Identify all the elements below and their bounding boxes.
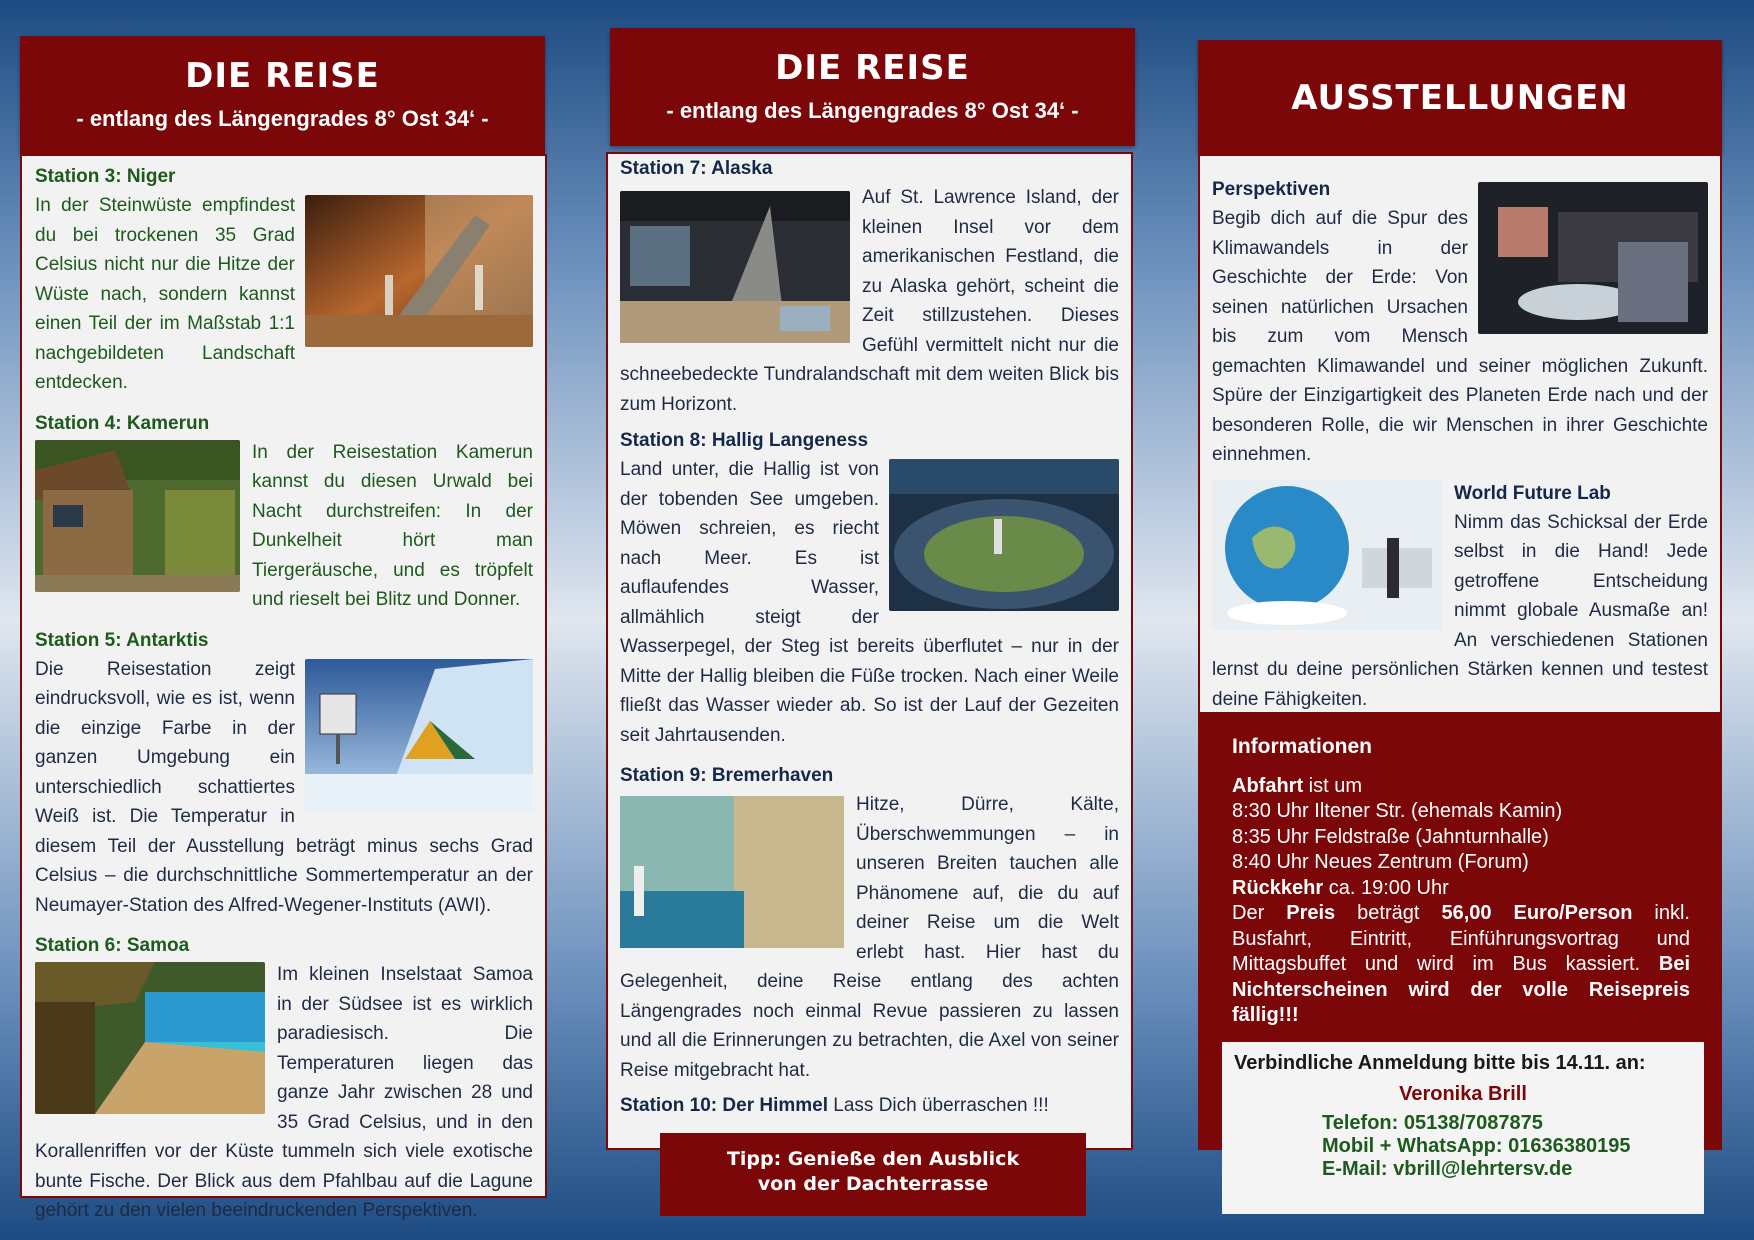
return-line [1232, 876, 1690, 902]
col2-subtitle: - entlang des Längengrades 8° Ost 34‘ - [666, 98, 1079, 123]
station-4-heading: Station 4: Kamerun [35, 412, 210, 434]
alaska-photo [620, 191, 850, 343]
price-value: 56,00 Euro/Person [1441, 902, 1633, 924]
perspektiven-heading: Perspektiven [1212, 179, 1331, 200]
station-7-heading: Station 7: Alaska [620, 158, 773, 179]
info-heading: Informationen [1232, 735, 1372, 758]
station-5-heading: Station 5: Antarktis [35, 629, 209, 651]
col1-panel [20, 154, 547, 1221]
station-3-heading: Station 3: Niger [35, 166, 176, 187]
station-8-text: Land unter, die Hallig ist von der tobenden See umgeben. Möwen schreien, es riecht nach Meer. Es ist auflaufendes Wasser, allmählich steigt der Wasserpegel, der Steg ist bereits überflutet – nur in der Mitte der Hallig bleiben die Füße trocken. Nach einer Weile fließt das Wasser wieder ab. So ist der Lauf der Gezeiten seit Jahrtausenden. [620, 459, 1119, 746]
antarktis-photo [305, 659, 533, 811]
station-8-heading: Station 8: Hallig Langeness [620, 430, 869, 451]
abfahrt-text: ist um [1303, 774, 1363, 797]
col1-banner [20, 36, 545, 154]
station-4-text: In der Reisestation Kamerun kannst du diesen Urwald bei Nacht durchstreifen: In der Dunkelheit hört man Tiergeräusche, und es tröpfelt und rieselt bei Blitz und Donner. [252, 441, 533, 610]
kamerun-photo [35, 440, 240, 592]
samoa-photo [35, 962, 265, 1114]
station-3 [35, 163, 533, 398]
world-future-lab-photo [1212, 480, 1442, 630]
registration-box [1222, 1042, 1704, 1214]
world-future-lab-heading: World Future Lab [1454, 482, 1611, 504]
station-9-heading: Station 9: Bremerhaven [620, 765, 834, 786]
col2-panel [606, 152, 1133, 1150]
station-4 [35, 410, 533, 615]
world-future-lab-text: Nimm das Schicksal der Erde selbst in die Hand! Jede getroffene Entscheidung nimmt globale Ausmaße an! An verschiedenen Stationen lernst du deine persönlichen Stärken kennen und testest deine Fähigkeiten. [1212, 511, 1708, 710]
col1-subtitle: - entlang des Längengrades 8° Ost 34‘ - [76, 106, 489, 131]
world-future-lab-section [1212, 480, 1708, 715]
station-9-text: Hitze, Dürre, Kälte, Überschwemmungen – in unseren Breiten tauchen alle Phänomene auf, die du auf deiner Reise um die Welt erlebt hast. Hier hast du Gelegenheit, deine Reise entlang des achten Längengrades noch einmal Revue passieren zu lassen und all die Erinnerungen zu betrachten, die Axel von seiner Reise mitgebracht hat. [620, 794, 1119, 1081]
departure-2: 8:35 Uhr Feldstraße (Jahnturnhalle) [1232, 825, 1549, 848]
price-label: Preis [1286, 902, 1336, 924]
station-10-text: Lass Dich überraschen !!! [828, 1095, 1049, 1116]
station-5-text: Die Reisestation zeigt eindrucksvoll, wie es ist, wenn die einzige Farbe in der ganzen Umgebung ein unterschiedlich schattiertes Weiß ist. Die Temperatur in diesem Teil der Ausstellung beträgt minus sechs Grad Celsius – die durchschnittliche Sommertemperatur an der Neumayer-Station des Alfred-Wegener-Instituts (AWI). [35, 658, 533, 916]
contact-phone: Telefon: 05138/7087875 [1322, 1112, 1543, 1134]
station-10-heading: Station 10: Der Himmel [620, 1095, 828, 1116]
contact-name: Veronika Brill [1399, 1083, 1527, 1105]
station-6 [35, 932, 533, 1226]
departure-3: 8:40 Uhr Neues Zentrum (Forum) [1232, 851, 1529, 873]
station-8 [620, 427, 1119, 750]
price-c: beträgt [1335, 902, 1442, 924]
hallig-photo [889, 459, 1119, 611]
col3-title: AUSSTELLUNGEN [1291, 78, 1629, 118]
price-text [1232, 901, 1690, 1029]
registration-deadline: Verbindliche Anmeldung bitte bis 14.11. an: [1234, 1052, 1646, 1074]
station-6-heading: Station 6: Samoa [35, 935, 190, 956]
col3-panel [1198, 154, 1722, 714]
niger-photo [305, 195, 533, 347]
station-9 [620, 762, 1119, 1085]
col2-title: DIE REISE [775, 48, 970, 88]
station-7 [620, 155, 1119, 419]
perspektiven-photo [1478, 182, 1708, 334]
col2-banner [610, 28, 1135, 146]
tip-line-2: von der Dachterrasse [757, 1173, 989, 1195]
no-show-warning: Bei Nichterscheinen wird der volle Reisepreis fällig!!! [1232, 953, 1690, 1026]
tip-line-1: Tipp: Genieße den Ausblick [726, 1148, 1020, 1170]
station-3-text: In der Steinwüste empfindest du bei trockenen 35 Grad Celsius nicht nur die Hitze der Wüste nach, sondern kannst einen Teil der im Maßstab 1:1 nachgebildeten Landschaft entdecken. [35, 195, 295, 393]
contact-email[interactable]: E-Mail: vbrill@lehrtersv.de [1322, 1158, 1573, 1180]
price-a: Der [1232, 902, 1287, 924]
tip-box [660, 1133, 1086, 1216]
rueckkehr-label: Rückkehr [1232, 876, 1324, 899]
price-e: inkl. Busfahrt, Eintritt, Einführungsvortrag und Mittagsbuffet und wird im Bus kassiert. [1232, 902, 1690, 975]
perspektiven-section [1212, 176, 1708, 470]
departure-1: 8:30 Uhr Iltener Str. (ehemals Kamin) [1232, 800, 1563, 822]
perspektiven-text: Begib dich auf die Spur des Klimawandels in der Geschichte der Erde: Von seinen natürlichen Ursachen bis zum vom Mensch gemachten Klimawandel und seiner möglichen Zukunft. Spüre der Einzigartigkeit des Planeten Erde nach und der besonderen Rolle, die wir Menschen in ihrer Geschichte einnehmen. [1212, 208, 1708, 465]
station-6-text: Im kleinen Inselstaat Samoa in der Südsee ist es wirklich paradiesisch. Die Temperaturen liegen das ganze Jahr zwischen 28 und 35 Grad Celsius, und in den Korallenriffen vor der Küste tummeln sich viele exotische bunte Fische. Der Blick aus dem Pfahlbau auf die Lagune gehört zu den vielen beeindruckenden Perspektiven. [35, 964, 533, 1221]
col1-title: DIE REISE [185, 56, 380, 96]
abfahrt-label: Abfahrt [1232, 774, 1304, 797]
station-10 [620, 1091, 1119, 1121]
rueckkehr-text: ca. 19:00 Uhr [1323, 876, 1449, 899]
contact-mobile: Mobil + WhatsApp: 01636380195 [1322, 1135, 1631, 1157]
col3-banner [1198, 40, 1722, 154]
station-5 [35, 627, 533, 921]
station-7-text: Auf St. Lawrence Island, der kleinen Insel vor dem amerikanischen Festland, die zu Alaska gehört, scheint die Zeit stillzustehen. Dieses Gefühl vermittelt nicht nur die schneebedeckte Tundralandschaft mit dem weiten Blick bis zum Horizont. [620, 187, 1119, 415]
abfahrt-line [1232, 774, 1690, 800]
bremerhaven-photo [620, 796, 844, 948]
